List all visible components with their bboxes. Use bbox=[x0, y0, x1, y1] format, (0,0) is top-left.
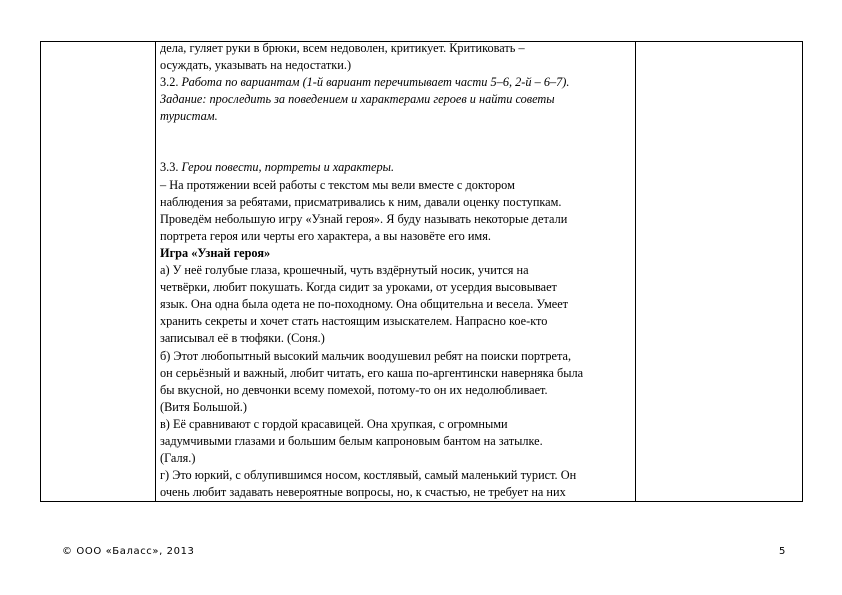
page-number: 5 bbox=[779, 546, 786, 557]
footer-copyright: © ООО «Баласс», 2013 bbox=[62, 546, 195, 557]
paragraph-gap bbox=[160, 125, 632, 159]
text-line: в) Её сравнивают с гордой красавицей. Она хрупкая, с огромными bbox=[160, 416, 508, 431]
text-line: портрета героя или черты его характера, а вы назовёте его имя. bbox=[160, 228, 491, 243]
table-column-divider-2 bbox=[635, 41, 636, 502]
text-line: хранить секреты и хочет стать настоящим изыскателем. Напрасно кое-кто bbox=[160, 314, 548, 329]
text-line bbox=[160, 74, 632, 91]
text-line: бы вкусной, но девчонки всему помехой, потому-то он их недолюбливает. bbox=[160, 382, 548, 397]
text-line: осуждать, указывать на недостатки.) bbox=[160, 58, 352, 73]
section-number: 3.2. bbox=[160, 75, 179, 90]
section-title: Работа по вариантам (1-й вариант перечитывает части 5–6, 2-й – 6–7). bbox=[181, 75, 570, 90]
text-line: он серьёзный и важный, любит читать, его каша по-аргентински наверняка была bbox=[160, 365, 584, 380]
section-number: 3.3. bbox=[160, 160, 179, 175]
text-line: а) У неё голубые глаза, крошечный, чуть вздёрнутый носик, учится на bbox=[160, 263, 529, 278]
text-line bbox=[160, 159, 632, 176]
text-line: г) Это юркий, с облупившимся носом, костлявый, самый маленький турист. Он bbox=[160, 468, 577, 483]
text-line: Проведём небольшую игру «Узнай героя». Я буду называть некоторые детали bbox=[160, 211, 568, 226]
text-line: записывал её в тюфяки. (Соня.) bbox=[160, 331, 325, 346]
table-column-divider-1 bbox=[155, 41, 156, 502]
text-line: (Витя Большой.) bbox=[160, 399, 247, 414]
text-line: наблюдения за ребятами, присматривались к ним, давали оценку поступкам. bbox=[160, 194, 562, 209]
text-line: б) Этот любопытный высокий мальчик воодушевил ребят на поиски портрета, bbox=[160, 348, 572, 363]
text-line: (Галя.) bbox=[160, 451, 196, 466]
text-line: очень любит задавать невероятные вопросы, но, к счастью, не требует на них bbox=[160, 485, 566, 500]
game-heading: Игра «Узнай героя» bbox=[160, 245, 271, 260]
text-line: язык. Она одна была одета не по-походному. Она общительна и весела. Умеет bbox=[160, 297, 569, 312]
text-line: Задание: проследить за поведением и характерами героев и найти советы bbox=[160, 92, 555, 107]
table-right-border bbox=[802, 41, 803, 502]
text-line: – На протяжении всей работы с текстом мы вели вместе с доктором bbox=[160, 177, 515, 192]
text-line: туристам. bbox=[160, 109, 218, 124]
lesson-text-cell bbox=[160, 40, 632, 501]
text-line: дела, гуляет руки в брюки, всем недоволен, критикует. Критиковать – bbox=[160, 41, 525, 55]
section-title: Герои повести, портреты и характеры. bbox=[181, 160, 395, 175]
table-left-border bbox=[40, 41, 41, 502]
text-line: задумчивыми глазами и большим белым капроновым бантом на затылке. bbox=[160, 433, 543, 448]
text-line: четвёрки, любит покушать. Когда сидит за уроками, от усердия высовывает bbox=[160, 280, 557, 295]
